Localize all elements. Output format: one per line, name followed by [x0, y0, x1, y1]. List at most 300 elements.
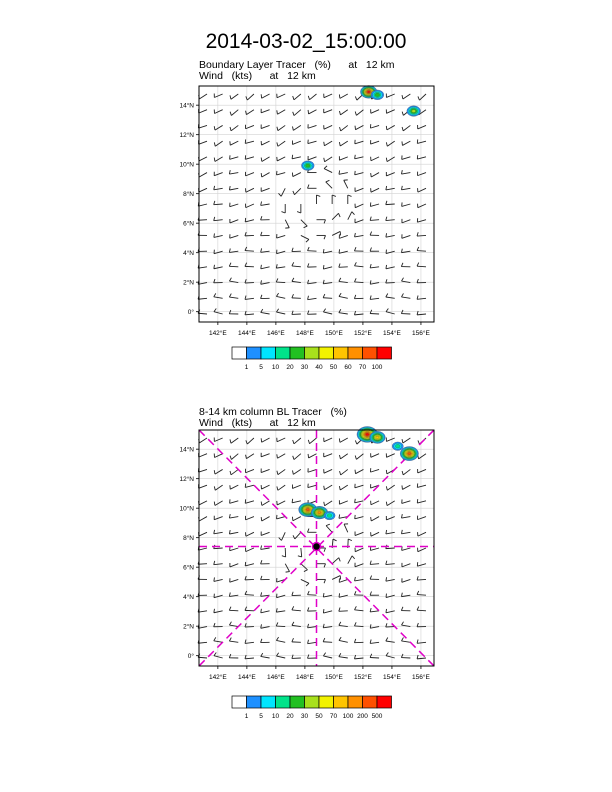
- wind-barb-flag: [401, 278, 403, 281]
- wind-barb-shaft: [262, 94, 270, 98]
- wind-barb-flag: [370, 592, 371, 596]
- wind-barb-flag: [386, 638, 388, 641]
- wind-barb-shaft: [386, 204, 395, 205]
- wind-barb-shaft: [292, 157, 301, 159]
- wind-barb-shaft: [386, 611, 395, 613]
- x-tick-label: 148°E: [296, 330, 314, 337]
- wind-barb-flag: [323, 624, 324, 628]
- wind-barb-flag: [323, 593, 324, 597]
- panel2-subtitle: Wind (kts) at 12 km: [199, 417, 316, 429]
- wind-barb-flag: [370, 232, 372, 236]
- wind-barb-shaft: [401, 641, 410, 642]
- wind-barb-shaft: [417, 235, 426, 236]
- wind-barb-shaft: [214, 312, 223, 314]
- wind-barb-flag: [386, 294, 388, 297]
- wind-barb-shaft: [387, 157, 395, 162]
- wind-barb-flag: [323, 249, 324, 253]
- wind-barb-flag: [214, 142, 215, 146]
- wind-barb-shaft: [417, 266, 426, 267]
- wind-barb-shaft: [340, 454, 347, 459]
- wind-barb-shaft: [246, 454, 254, 459]
- wind-barb-shaft: [198, 548, 207, 550]
- wind-barb-shaft: [355, 220, 363, 223]
- wind-barb-flag: [214, 201, 215, 205]
- wind-barb-shaft: [417, 642, 426, 643]
- wind-barb-shaft: [214, 611, 223, 613]
- wind-barb-shaft: [310, 94, 317, 100]
- colorbar-label: 60: [344, 364, 352, 371]
- wind-barb-shaft: [386, 220, 395, 221]
- wind-barb-flag: [417, 247, 419, 251]
- wind-barb-flag: [354, 606, 356, 610]
- wind-barb-shaft: [417, 595, 426, 596]
- wind-barb-flag: [324, 579, 325, 583]
- page-title: 2014-03-02_15:00:00: [205, 30, 407, 53]
- wind-barb-flag: [308, 640, 309, 644]
- wind-barb-shaft: [339, 579, 348, 582]
- wind-barb-flag: [339, 637, 341, 640]
- wind-barb-flag: [339, 170, 340, 174]
- wind-barb-shaft: [199, 94, 207, 99]
- wind-barb-shaft: [339, 313, 348, 314]
- wind-barb-shaft: [417, 564, 426, 566]
- wind-barb-flag: [261, 158, 262, 162]
- wind-barb-flag: [386, 279, 387, 283]
- wind-barb-shaft: [214, 267, 223, 269]
- wind-barb-shaft: [229, 610, 238, 611]
- wind-barb-shaft: [276, 296, 285, 298]
- wind-barb-shaft: [215, 469, 223, 474]
- wind-barb-flag: [261, 592, 262, 596]
- wind-barb-shaft: [355, 579, 364, 580]
- tracer-blob: [327, 514, 332, 518]
- wind-barb-shaft: [354, 266, 363, 267]
- wind-barb-flag: [297, 212, 301, 213]
- wind-barb-shaft: [231, 94, 238, 99]
- wind-barb-flag: [293, 535, 295, 539]
- wind-barb-shaft: [386, 532, 395, 534]
- wind-barb-shaft: [402, 235, 411, 238]
- wind-barb-flag: [339, 111, 340, 115]
- colorbar-label: 20: [286, 713, 294, 720]
- y-tick-label: 4°N: [183, 593, 194, 601]
- wind-barb-shaft: [230, 141, 238, 145]
- wind-barb-flag: [370, 561, 371, 565]
- wind-barb-flag: [339, 622, 341, 626]
- wind-barb-shaft: [230, 579, 239, 582]
- colorbar-swatch: [232, 347, 247, 359]
- wind-barb-flag: [246, 455, 247, 459]
- wind-barb-shaft: [355, 517, 364, 519]
- colorbar-swatch: [305, 696, 320, 708]
- wind-barb-shaft: [402, 579, 411, 582]
- wind-barb-shaft: [324, 454, 332, 457]
- wind-barb-flag: [292, 126, 293, 130]
- wind-barb-flag: [308, 607, 309, 611]
- tracer-blob: [306, 509, 309, 511]
- wind-barb-shaft: [386, 94, 394, 97]
- wind-barb-shaft: [348, 556, 352, 564]
- wind-barb-shaft: [229, 266, 238, 267]
- wind-barb-shaft: [277, 438, 285, 442]
- wind-barb-shaft: [339, 657, 348, 658]
- wind-barb-flag: [402, 127, 403, 131]
- storm-center-marker: [313, 543, 321, 551]
- wind-barb-shaft: [230, 485, 238, 489]
- wind-barb-shaft: [341, 125, 348, 131]
- wind-barb-flag: [401, 293, 403, 296]
- wind-barb-shaft: [261, 204, 270, 205]
- colorbar-label: 70: [329, 713, 338, 720]
- x-tick-label: 154°E: [383, 674, 401, 681]
- wind-barb-flag: [340, 471, 341, 475]
- wind-barb-flag: [354, 639, 355, 643]
- wind-barb-shaft: [262, 173, 270, 177]
- wind-barb-shaft: [417, 298, 426, 299]
- wind-barb-shaft: [292, 501, 301, 503]
- x-tick-label: 146°E: [266, 330, 285, 337]
- wind-barb-flag: [352, 556, 355, 559]
- x-tick-label: 150°E: [325, 674, 343, 681]
- wind-barb-shaft: [417, 157, 426, 159]
- wind-barb-flag: [370, 608, 371, 612]
- wind-barb-flag: [230, 95, 231, 99]
- wind-barb-shaft: [245, 314, 254, 315]
- wind-barb-shaft: [356, 454, 363, 460]
- wind-barb-shaft: [293, 517, 301, 521]
- wind-barb-flag: [324, 166, 327, 169]
- wind-barb-flag: [401, 530, 402, 534]
- wind-barb-shaft: [324, 469, 332, 473]
- wind-barb-shaft: [371, 173, 379, 177]
- wind-barb-flag: [229, 278, 231, 281]
- wind-barb-flag: [401, 607, 403, 611]
- wind-barb-flag: [214, 470, 215, 474]
- wind-barb-flag: [340, 127, 341, 131]
- wind-barb-shaft: [277, 157, 285, 161]
- wind-barb-flag: [386, 186, 387, 190]
- wind-barb-shaft: [214, 564, 223, 565]
- wind-barb-shaft: [230, 220, 238, 223]
- wind-barb-flag: [308, 247, 310, 251]
- wind-barb-shaft: [214, 188, 223, 189]
- wind-barb-shaft: [401, 532, 410, 534]
- colorbar-swatch: [290, 696, 305, 708]
- wind-barb-shaft: [285, 564, 289, 572]
- wind-barb-shaft: [292, 141, 300, 144]
- wind-barb-shaft: [214, 579, 223, 581]
- wind-barb-shaft: [245, 220, 254, 222]
- wind-barb-shaft: [371, 454, 379, 458]
- wind-barb-flag: [214, 293, 216, 296]
- x-tick-label: 152°E: [354, 330, 372, 337]
- wind-barb-flag: [386, 217, 387, 221]
- wind-barb-flag: [229, 622, 231, 625]
- x-tick-label: 150°E: [325, 330, 343, 337]
- wind-barb-flag: [355, 155, 356, 159]
- wind-barb-shaft: [386, 517, 394, 520]
- wind-barb-shaft: [214, 220, 223, 221]
- wind-barb-flag: [339, 278, 341, 282]
- wind-barb-flag: [324, 502, 325, 506]
- wind-barb-flag: [339, 608, 340, 612]
- wind-barb-shaft: [231, 110, 238, 116]
- wind-barb-flag: [386, 530, 387, 534]
- wind-barb-flag: [214, 186, 215, 190]
- wind-barb-flag: [229, 514, 230, 518]
- wind-barb-flag: [292, 294, 294, 298]
- wind-barb-flag: [261, 216, 262, 220]
- wind-barb-shaft: [245, 501, 254, 503]
- wind-barb-flag: [277, 110, 278, 114]
- wind-barb-flag: [261, 639, 262, 643]
- wind-barb-flag: [277, 486, 278, 490]
- wind-barb-shaft: [386, 454, 394, 458]
- tracer-blob: [395, 444, 400, 448]
- wind-barb-shaft: [294, 438, 301, 444]
- wind-barb-flag: [214, 308, 216, 311]
- wind-barb-flag: [214, 637, 216, 640]
- wind-barb-shaft: [402, 485, 410, 489]
- wind-barb-flag: [355, 96, 356, 100]
- wind-barb-shaft: [323, 656, 332, 658]
- wind-barb-shaft: [261, 454, 269, 457]
- wind-barb-flag: [401, 514, 402, 518]
- wind-barb-flag: [308, 296, 309, 300]
- wind-barb-flag: [281, 212, 285, 213]
- wind-barb-shaft: [402, 141, 410, 145]
- wind-barb-shaft: [402, 220, 410, 223]
- x-tick-label: 156°E: [412, 330, 430, 337]
- wind-barb-shaft: [214, 110, 222, 114]
- wind-barb-shaft: [198, 469, 207, 472]
- wind-barb-shaft: [386, 564, 395, 565]
- wind-barb-flag: [292, 262, 294, 266]
- wind-barb-shaft: [278, 125, 285, 130]
- wind-barb-flag: [370, 296, 371, 300]
- wind-barb-shaft: [339, 595, 348, 597]
- wind-barb-shaft: [276, 656, 285, 658]
- panel2-colorbar: [225, 694, 415, 729]
- colorbar-swatch: [348, 696, 363, 708]
- wind-barb-shaft: [261, 283, 270, 285]
- wind-barb-shaft: [417, 501, 426, 503]
- wind-barb-shaft: [403, 469, 410, 474]
- wind-barb-shaft: [402, 564, 410, 567]
- y-tick-label: 8°N: [183, 534, 194, 542]
- wind-barb-flag: [339, 142, 340, 146]
- wind-barb-flag: [230, 439, 231, 443]
- wind-barb-flag: [371, 173, 372, 177]
- wind-barb-shaft: [403, 94, 410, 99]
- wind-barb-shaft: [199, 157, 207, 161]
- wind-barb-shaft: [278, 469, 285, 474]
- wind-barb-flag: [386, 652, 388, 655]
- wind-barb-shaft: [293, 173, 301, 177]
- wind-barb-shaft: [215, 485, 222, 490]
- wind-barb-shaft: [294, 454, 301, 460]
- wind-barb-shaft: [308, 283, 317, 284]
- wind-barb-flag: [339, 293, 341, 296]
- wind-barb-flag: [418, 96, 419, 100]
- y-tick-label: 6°N: [183, 564, 194, 572]
- wind-barb-shaft: [401, 188, 410, 190]
- wind-barb-flag: [355, 233, 356, 237]
- wind-barb-flag: [277, 471, 278, 475]
- wind-barb-shaft: [229, 297, 238, 298]
- wind-barb-flag: [261, 295, 262, 299]
- wind-barb-shaft: [386, 656, 395, 658]
- wind-barb-flag: [230, 112, 231, 116]
- colorbar-swatch: [319, 696, 334, 708]
- wind-barb-flag: [245, 263, 247, 267]
- wind-barb-shaft: [292, 610, 301, 611]
- x-tick-label: 142°E: [208, 674, 227, 681]
- wind-barb-flag: [386, 201, 387, 205]
- wind-barb-flag: [386, 577, 387, 581]
- wind-barb-flag: [292, 311, 293, 315]
- wind-barb-flag: [401, 186, 402, 190]
- wind-barb-flag: [304, 226, 308, 228]
- wind-barb-flag: [355, 577, 356, 581]
- y-tick-label: 14°N: [179, 102, 194, 110]
- wind-barb-shaft: [261, 656, 270, 658]
- colorbar-label: 5: [259, 713, 263, 720]
- wind-barb-shaft: [308, 141, 317, 143]
- wind-barb-flag: [229, 294, 231, 298]
- wind-barb-shaft: [214, 656, 223, 658]
- y-tick-label: 12°N: [179, 131, 194, 139]
- wind-barb-flag: [323, 638, 325, 642]
- wind-barb-shaft: [418, 548, 426, 552]
- wind-barb-shaft: [419, 454, 426, 459]
- panel1-subtitle: Wind (kts) at 12 km: [199, 70, 316, 82]
- wind-barb-shaft: [355, 564, 363, 567]
- wind-barb-shaft: [354, 314, 363, 315]
- wind-barb-shaft: [371, 188, 379, 192]
- wind-barb-shaft: [277, 235, 286, 238]
- tracer-blob: [376, 436, 379, 438]
- wind-barb-flag: [418, 440, 419, 444]
- colorbar-swatch: [377, 696, 392, 708]
- wind-barb-shaft: [215, 125, 223, 130]
- wind-barb-shaft: [386, 173, 394, 176]
- y-tick-label: 4°N: [183, 249, 194, 257]
- wind-barb-flag: [339, 455, 340, 459]
- wind-barb-shaft: [344, 180, 348, 188]
- wind-barb-shaft: [355, 469, 363, 473]
- wind-barb-shaft: [230, 564, 238, 567]
- wind-barb-shaft: [370, 564, 379, 565]
- colorbar-swatch: [334, 696, 349, 708]
- wind-barb-shaft: [276, 312, 285, 314]
- wind-barb-flag: [326, 180, 330, 182]
- wind-barb-shaft: [371, 517, 379, 521]
- wind-barb-shaft: [371, 157, 379, 161]
- colorbar-swatch: [232, 696, 247, 708]
- wind-barb-shaft: [229, 641, 238, 642]
- wind-barb-shaft: [229, 188, 238, 190]
- wind-barb-shaft: [199, 438, 207, 443]
- wind-barb-shaft: [292, 485, 300, 488]
- wind-barb-shaft: [325, 157, 333, 162]
- wind-barb-shaft: [308, 298, 317, 299]
- wind-barb-shaft: [276, 626, 285, 627]
- wind-barb-flag: [261, 248, 262, 252]
- wind-barb-flag: [386, 486, 387, 490]
- wind-barb-shaft: [229, 532, 238, 534]
- wind-barb-shaft: [370, 267, 379, 268]
- wind-barb-flag: [354, 278, 356, 282]
- wind-barb-flag: [323, 294, 325, 298]
- wind-barb-flag: [276, 637, 278, 640]
- wind-barb-shaft: [245, 485, 254, 487]
- wind-barb-flag: [292, 248, 293, 252]
- wind-barb-shaft: [418, 125, 426, 129]
- wind-barb-shaft: [309, 454, 317, 458]
- y-tick-label: 0°: [187, 308, 194, 316]
- x-tick-label: 154°E: [383, 330, 401, 337]
- wind-barb-flag: [214, 577, 215, 581]
- colorbar-label: 30: [300, 364, 309, 371]
- wind-barb-shaft: [199, 532, 207, 536]
- wind-barb-flag: [401, 593, 402, 597]
- tracer-blob: [375, 93, 379, 96]
- tracer-blob: [366, 433, 369, 435]
- wind-barb-flag: [323, 280, 324, 284]
- wind-barb-shaft: [261, 469, 269, 472]
- wind-barb-shaft: [276, 267, 285, 268]
- wind-barb-shaft: [261, 110, 269, 113]
- wind-barb-shaft: [276, 640, 285, 642]
- x-tick-label: 148°E: [296, 674, 314, 681]
- colorbar-label: 500: [371, 713, 383, 720]
- wind-barb-shaft: [214, 204, 223, 205]
- wind-barb-flag: [370, 264, 371, 268]
- wind-barb-shaft: [386, 548, 395, 549]
- wind-barb-shaft: [370, 220, 379, 221]
- wind-barb-shaft: [199, 485, 207, 488]
- wind-barb-shaft: [277, 94, 285, 98]
- wind-barb-flag: [355, 499, 356, 503]
- wind-barb-shaft: [402, 204, 411, 206]
- colorbar-label: 5: [259, 364, 263, 371]
- wind-barb-shaft: [355, 173, 364, 175]
- wind-barb-flag: [214, 652, 216, 655]
- wind-barb-shaft: [418, 188, 426, 192]
- wind-barb-shaft: [261, 532, 269, 535]
- wind-barb-shaft: [340, 94, 348, 98]
- wind-barb-shaft: [262, 157, 270, 162]
- wind-barb-shaft: [230, 157, 239, 159]
- wind-barb-shaft: [401, 297, 410, 298]
- wind-barb-flag: [292, 592, 293, 596]
- y-tick-label: 10°N: [179, 505, 194, 513]
- wind-barb-flag: [317, 195, 321, 196]
- wind-barb-shaft: [214, 438, 222, 441]
- x-tick-label: 142°E: [208, 330, 227, 337]
- panel2-map: [160, 430, 450, 700]
- wind-barb-flag: [230, 471, 231, 475]
- wind-barb-flag: [401, 263, 403, 267]
- wind-barb-shaft: [370, 469, 379, 472]
- colorbar-label: 50: [329, 364, 338, 371]
- wind-barb-flag: [245, 576, 246, 580]
- panel1-colorbar: [225, 345, 415, 380]
- wind-barb-flag: [304, 570, 308, 572]
- wind-barb-shaft: [325, 501, 333, 506]
- wind-barb-shaft: [355, 235, 364, 236]
